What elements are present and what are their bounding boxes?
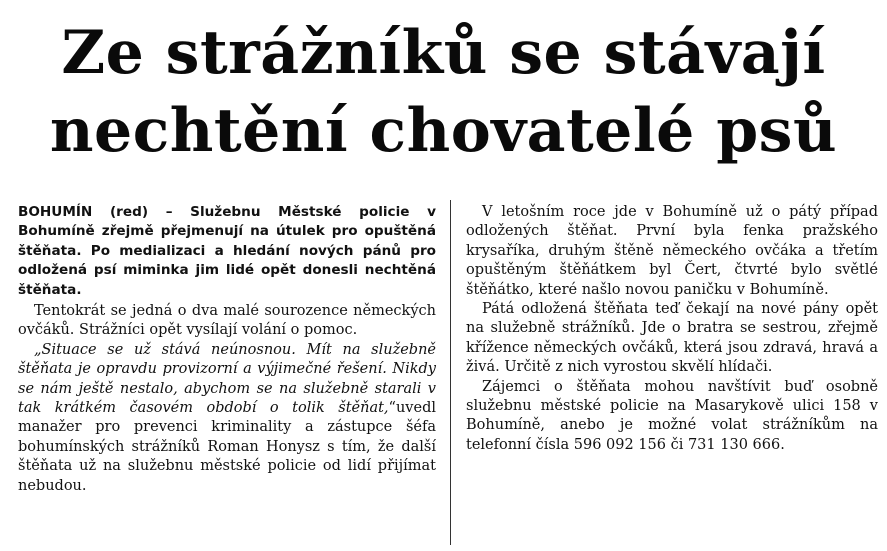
right-paragraph-2: Pátá odložená štěňata teď čekají na nové pány opět na služebně strážníků. Jde o bratra se sestrou, zřejmě křížence německých ovčáků, která jsou zdravá, hravá a živá. Určitě z nich vyrostou skvělí hlídači. xyxy=(466,301,878,376)
right-paragraph-1: V letošním roce jde v Bohumíně už o pátý případ odložených štěňat. První byla fenka pražského krysaříka, druhým štěně německého ovčáka a třetím opuštěným štěňátkem byl Čert, čtvrté bylo světlé štěňátko, které našlo novou paničku v Bohumíně. xyxy=(466,204,878,298)
article-lead: BOHUMÍN (red) – Služebnu Městské policie v Bohumíně zřejmě přejmenují na útulek pro opuštěná štěňata. Po medializaci a hledání nových pánů pro odložená psí miminka jim lidé opět donesli nechtěná štěňata. xyxy=(18,204,436,298)
left-paragraph-2 xyxy=(18,341,436,496)
quote-text: „Situace se už stává neúnosnou. Mít na služebně štěňata je opravdu provizorní a výjimečné řešení. Nikdy se nám ještě nestalo, abychom se na služebně starali v tak krátkém časovém období o tolik štěňat, xyxy=(18,341,436,417)
headline-line-2: nechtění chovatelé psů xyxy=(49,96,838,166)
right-column xyxy=(466,203,878,543)
quote-attribution: “uvedl manažer pro prevenci kriminality a zástupce šéfa bohumínských strážníků Roman Honysz s tím, že další štěňata už na služebnu městské policie od lidí přijímat nebudou. xyxy=(18,400,436,494)
headline-line-1: Ze strážníků se stávají xyxy=(61,18,826,88)
right-paragraph-3: Zájemci o štěňata mohou navštívit buď osobně služebnu městské policie na Masarykově ulici 158 v Bohumíně, anebo je možné volat strážníkům na telefonní čísla 596 092 156 či 731 130 666. xyxy=(466,378,878,453)
column-divider xyxy=(450,200,451,545)
article-headline xyxy=(0,14,887,170)
left-column xyxy=(18,203,436,543)
left-paragraph-1: Tentokrát se jedná o dva malé sourozence německých ovčáků. Strážníci opět vysílají volání o pomoc. xyxy=(18,303,436,339)
